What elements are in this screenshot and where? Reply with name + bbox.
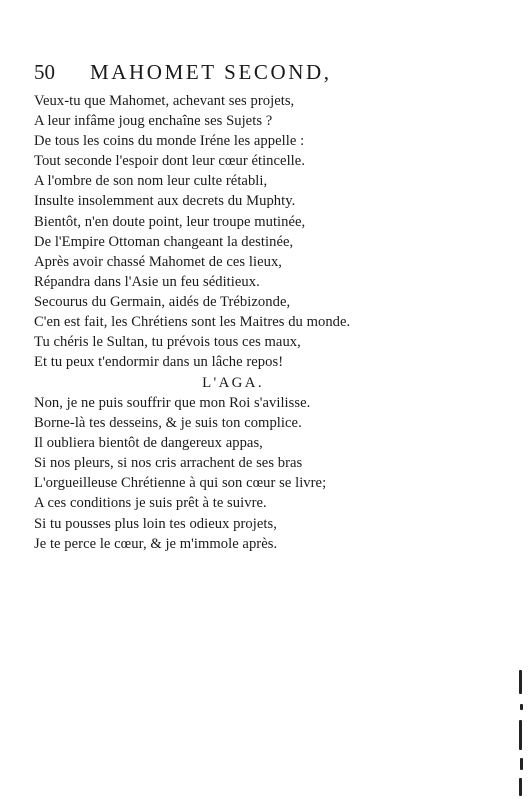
verse-line: Si tu pousses plus loin tes odieux projets, xyxy=(34,515,277,532)
verse-line: De l'Empire Ottoman changeant la destinée, xyxy=(34,233,294,250)
verse-line: Bientôt, n'en doute point, leur troupe mutinée, xyxy=(34,213,306,230)
page-number: 50 xyxy=(34,60,55,84)
verse-line: Si nos pleurs, si nos cris arrachent de ses bras xyxy=(34,455,303,472)
verse-line: De tous les coins du monde Iréne les appelle : xyxy=(34,133,305,150)
verse-line: A l'ombre de son nom leur culte rétabli, xyxy=(34,173,268,190)
verse-line: Borne-là tes desseins, & je suis ton complice. xyxy=(34,415,302,432)
page-header xyxy=(34,57,394,87)
verse-line: Et tu peux t'endormir dans un lâche repos! xyxy=(34,354,284,371)
speaker-name: L'AGA. xyxy=(202,375,264,391)
page-edge-shadow xyxy=(519,660,525,800)
verse-line: L'orgueilleuse Chrétienne à qui son cœur se livre; xyxy=(34,475,327,492)
verse-line: A ces conditions je suis prêt à te suivre. xyxy=(34,495,267,512)
verse-line: Non, je ne puis souffrir que mon Roi s'avilisse. xyxy=(34,395,311,411)
verse-line: Insulte insolemment aux decrets du Muphty. xyxy=(34,193,296,210)
running-title: MAHOMET SECOND, xyxy=(90,60,332,84)
verse-passage-2 xyxy=(34,393,406,554)
verse-line: Je te perce le cœur, & je m'immole après. xyxy=(34,535,278,552)
verse-line: A leur infâme joug enchaîne ses Sujets ? xyxy=(34,113,273,130)
verse-line: Il oubliera bientôt de dangereux appas, xyxy=(34,435,263,452)
verse-line: Tout seconde l'espoir dont leur cœur étincelle. xyxy=(34,153,306,170)
verse-passage-1 xyxy=(34,91,406,372)
verse-line: Après avoir chassé Mahomet de ces lieux, xyxy=(34,253,282,270)
verse-line: Veux-tu que Mahomet, achevant ses projets, xyxy=(34,93,295,109)
verse-line: Répandra dans l'Asie un feu séditieux. xyxy=(34,273,260,290)
verse-line: Tu chéris le Sultan, tu prévois tous ces maux, xyxy=(34,334,301,351)
verse-line: C'en est fait, les Chrétiens sont les Maitres du monde. xyxy=(34,314,351,331)
verse-line: Secourus du Germain, aidés de Trébizonde, xyxy=(34,293,291,310)
